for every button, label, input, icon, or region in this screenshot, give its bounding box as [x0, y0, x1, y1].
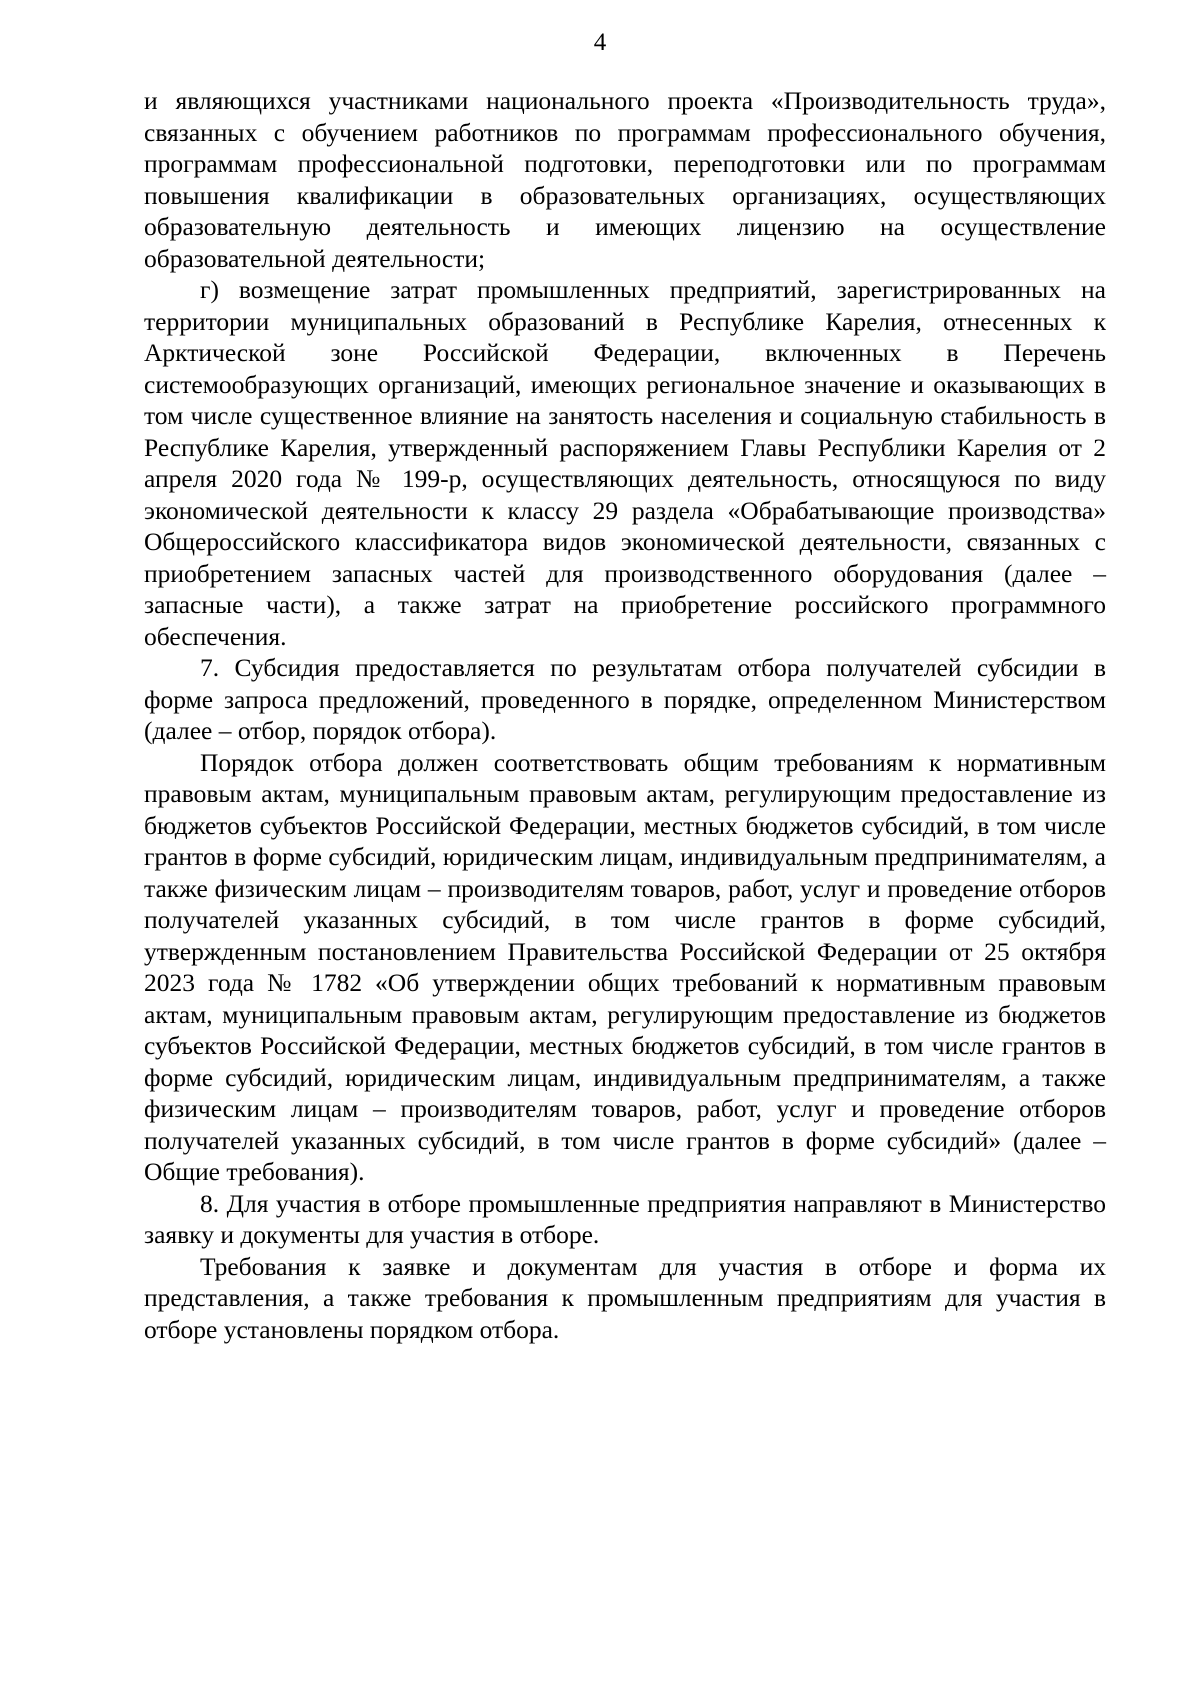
paragraph-item-8: 8. Для участия в отборе промышленные предприятия направляют в Министерство заявку и документы для участия в отборе. — [144, 1188, 1106, 1249]
paragraph-item-7: 7. Субсидия предоставляется по результатам отбора получателей субсидии в форме запроса предложений, проведенного в порядке, определенном Министерством (далее – отбор, порядок отбора). — [144, 653, 1106, 745]
page-number: 4 — [593, 29, 607, 56]
document-body — [144, 85, 1106, 1345]
paragraph-continuation-list-item-v: и являющихся участниками национального проекта «Производительность труда», связанных с обучением работников по программам профессионального обучения, программам профессиональной подготовки, переподготовки или по программам повышения квалификации в образовательных организациях, осуществляющих образовательную деятельность и имеющих лицензию на осуществление образовательной деятельности; — [144, 86, 1106, 273]
paragraph-list-item-g: г) возмещение затрат промышленных предприятий, зарегистрированных на территории муниципальных образований в Республике Карелия, отнесенных к Арктической зоне Российской Федерации, включенных в Перечень системообразующих организаций, имеющих региональное значение и оказывающих в том числе существенное влияние на занятость населения и социальную стабильность в Республике Карелия, утвержденный распоряжением Главы Республики Карелия от 2 апреля 2020 года № 199-р, осуществляющих деятельность, относящуюся по виду экономической деятельности к классу 29 раздела «Обрабатывающие производства» Общероссийского классификатора видов экономической деятельности, связанных с приобретением запасных частей для производственного оборудования (далее – запасные части), а также затрат на приобретение российского программного обеспечения. — [144, 275, 1106, 651]
paragraph-selection-procedure: Порядок отбора должен соответствовать общим требованиям к нормативным правовым актам, муниципальным правовым актам, регулирующим предоставление из бюджетов субъектов Российской Федерации, местных бюджетов субсидий, в том числе грантов в форме субсидий, юридическим лицам, индивидуальным предпринимателям, а также физическим лицам – производителям товаров, работ, услуг и проведение отборов получателей указанных субсидий, в том числе грантов в форме субсидий, утвержденным постановлением Правительства Российской Федерации от 25 октября 2023 года № 1782 «Об утверждении общих требований к нормативным правовым актам, муниципальным правовым актам, регулирующим предоставление из бюджетов субъектов Российской Федерации, местных бюджетов субсидий, в том числе грантов в форме субсидий, юридическим лицам, индивидуальным предпринимателям, а также физическим лицам – производителям товаров, работ, услуг и проведение отборов получателей указанных субсидий, в том числе грантов в форме субсидий» (далее – Общие требования). — [144, 747, 1106, 1186]
paragraph-application-requirements: Требования к заявке и документам для участия в отборе и форма их представления, а также требования к промышленным предприятиям для участия в отборе установлены порядком отбора. — [144, 1251, 1106, 1344]
